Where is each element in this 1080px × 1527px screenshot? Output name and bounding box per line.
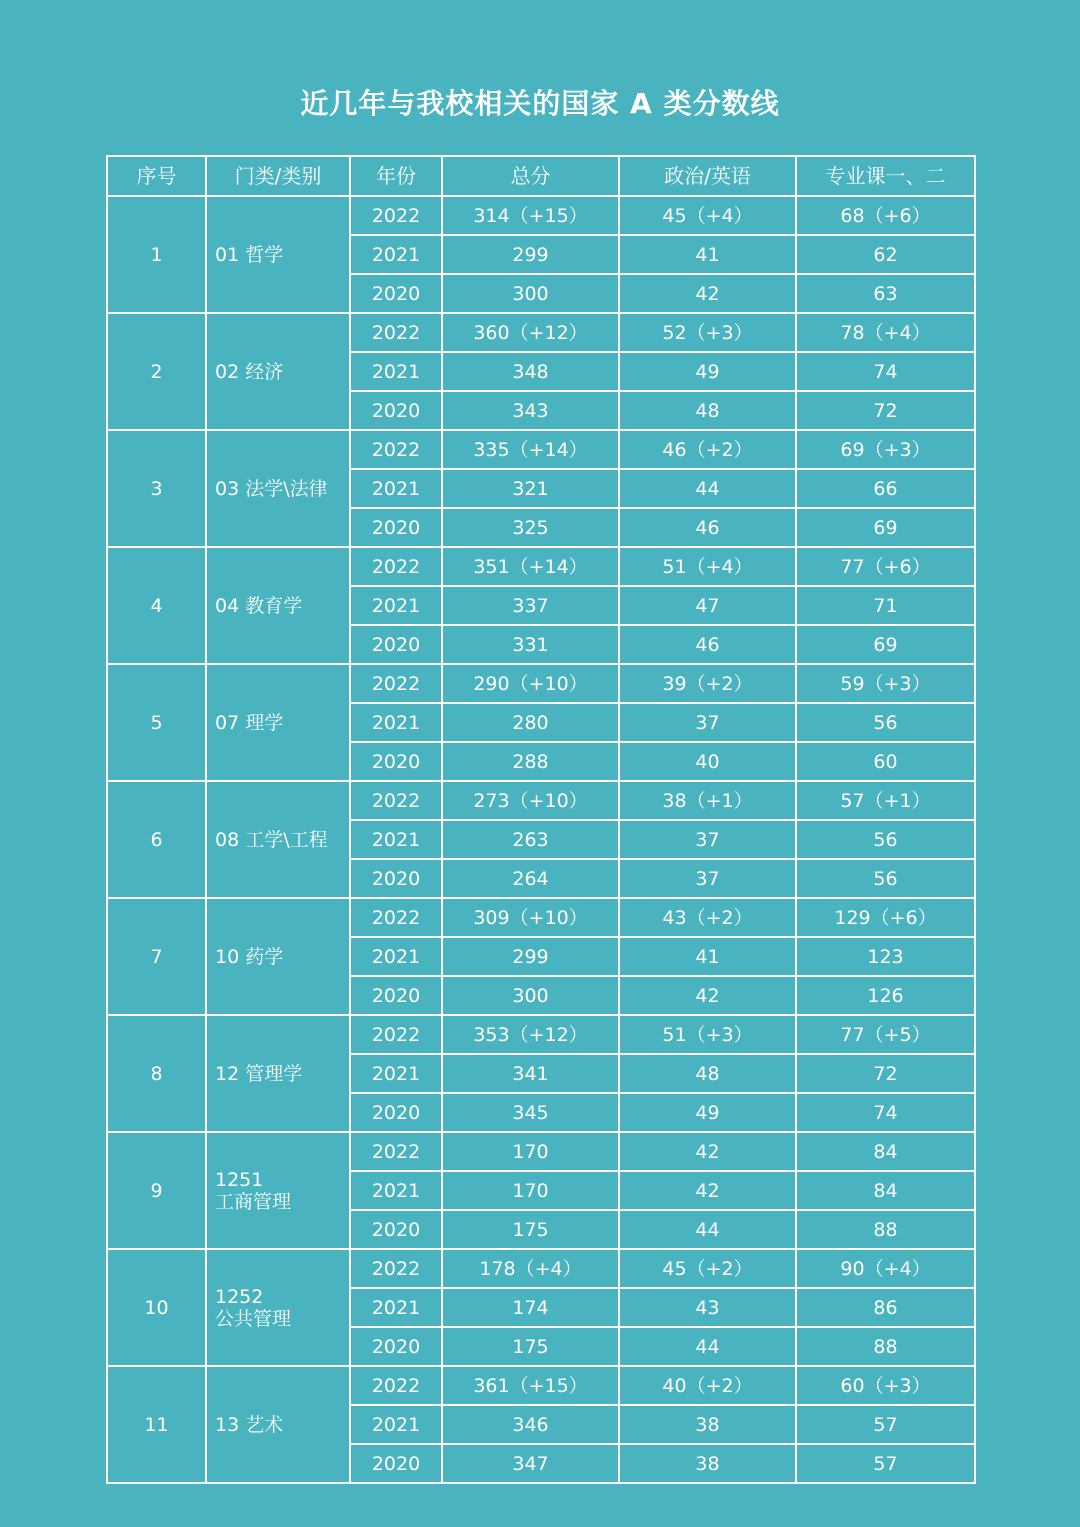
- major-courses-cell: 88: [796, 1327, 975, 1366]
- total-score-cell: 346: [442, 1405, 619, 1444]
- index-cell: 5: [107, 664, 206, 781]
- total-score-cell: 337: [442, 586, 619, 625]
- politics-english-cell: 46: [619, 625, 796, 664]
- total-score-cell: 351（+14）: [442, 547, 619, 586]
- total-score-cell: 361（+15）: [442, 1366, 619, 1405]
- total-score-cell: 348: [442, 352, 619, 391]
- year-cell: 2020: [350, 274, 442, 313]
- total-score-cell: 175: [442, 1210, 619, 1249]
- category-cell: [206, 781, 350, 898]
- total-score-cell: 300: [442, 274, 619, 313]
- major-courses-cell: 66: [796, 469, 975, 508]
- politics-english-cell: 52（+3）: [619, 313, 796, 352]
- header-politics-english: 政治/英语: [619, 156, 796, 196]
- year-cell: 2020: [350, 1327, 442, 1366]
- year-cell: 2022: [350, 430, 442, 469]
- total-score-cell: 178（+4）: [442, 1249, 619, 1288]
- total-score-cell: 347: [442, 1444, 619, 1483]
- category-label: 12 管理学: [215, 1062, 303, 1085]
- table-row: [107, 664, 975, 703]
- year-cell: 2022: [350, 1249, 442, 1288]
- table-body: [107, 196, 975, 1483]
- total-score-cell: 345: [442, 1093, 619, 1132]
- total-score-cell: 264: [442, 859, 619, 898]
- category-label: 1252: [215, 1285, 264, 1308]
- major-courses-cell: 129（+6）: [796, 898, 975, 937]
- year-cell: 2022: [350, 1132, 442, 1171]
- category-cell: [206, 664, 350, 781]
- total-score-cell: 341: [442, 1054, 619, 1093]
- total-score-cell: 331: [442, 625, 619, 664]
- year-cell: 2020: [350, 625, 442, 664]
- major-courses-cell: 71: [796, 586, 975, 625]
- category-cell: [206, 1249, 350, 1366]
- table-header: [107, 156, 975, 196]
- politics-english-cell: 38: [619, 1444, 796, 1483]
- category-label: 公共管理: [215, 1307, 292, 1330]
- year-cell: 2021: [350, 586, 442, 625]
- year-cell: 2020: [350, 1093, 442, 1132]
- major-courses-cell: 60（+3）: [796, 1366, 975, 1405]
- total-score-cell: 343: [442, 391, 619, 430]
- header-year: 年份: [350, 156, 442, 196]
- politics-english-cell: 51（+4）: [619, 547, 796, 586]
- politics-english-cell: 42: [619, 1132, 796, 1171]
- total-score-cell: 170: [442, 1132, 619, 1171]
- index-cell: 8: [107, 1015, 206, 1132]
- politics-english-cell: 51（+3）: [619, 1015, 796, 1054]
- year-cell: 2021: [350, 820, 442, 859]
- politics-english-cell: 45（+4）: [619, 196, 796, 235]
- total-score-cell: 321: [442, 469, 619, 508]
- score-table: [106, 155, 976, 1484]
- category-label: 03 法学\法律: [215, 477, 328, 500]
- total-score-cell: 299: [442, 937, 619, 976]
- major-courses-cell: 72: [796, 391, 975, 430]
- politics-english-cell: 37: [619, 703, 796, 742]
- header-major-courses: 专业课一、二: [796, 156, 975, 196]
- category-cell: [206, 430, 350, 547]
- table-row: [107, 313, 975, 352]
- politics-english-cell: 38（+1）: [619, 781, 796, 820]
- major-courses-cell: 77（+6）: [796, 547, 975, 586]
- year-cell: 2022: [350, 664, 442, 703]
- table-row: [107, 898, 975, 937]
- category-label: 13 艺术: [215, 1413, 284, 1436]
- major-courses-cell: 74: [796, 1093, 975, 1132]
- politics-english-cell: 43: [619, 1288, 796, 1327]
- politics-english-cell: 41: [619, 235, 796, 274]
- category-label: 02 经济: [215, 360, 284, 383]
- major-courses-cell: 88: [796, 1210, 975, 1249]
- major-courses-cell: 68（+6）: [796, 196, 975, 235]
- page-title: 近几年与我校相关的国家 A 类分数线: [300, 87, 780, 120]
- year-cell: 2021: [350, 1405, 442, 1444]
- total-score-cell: 300: [442, 976, 619, 1015]
- category-cell: [206, 313, 350, 430]
- politics-english-cell: 48: [619, 391, 796, 430]
- index-cell: 6: [107, 781, 206, 898]
- total-score-cell: 325: [442, 508, 619, 547]
- year-cell: 2021: [350, 937, 442, 976]
- major-courses-cell: 56: [796, 703, 975, 742]
- major-courses-cell: 84: [796, 1171, 975, 1210]
- total-score-cell: 263: [442, 820, 619, 859]
- category-label: 10 药学: [215, 945, 284, 968]
- politics-english-cell: 40（+2）: [619, 1366, 796, 1405]
- major-courses-cell: 69: [796, 508, 975, 547]
- major-courses-cell: 123: [796, 937, 975, 976]
- total-score-cell: 335（+14）: [442, 430, 619, 469]
- category-label: 01 哲学: [215, 243, 284, 266]
- year-cell: 2021: [350, 1288, 442, 1327]
- year-cell: 2020: [350, 391, 442, 430]
- index-cell: 10: [107, 1249, 206, 1366]
- major-courses-cell: 57: [796, 1405, 975, 1444]
- total-score-cell: 353（+12）: [442, 1015, 619, 1054]
- total-score-cell: 309（+10）: [442, 898, 619, 937]
- year-cell: 2022: [350, 781, 442, 820]
- major-courses-cell: 78（+4）: [796, 313, 975, 352]
- politics-english-cell: 44: [619, 1210, 796, 1249]
- year-cell: 2022: [350, 196, 442, 235]
- major-courses-cell: 86: [796, 1288, 975, 1327]
- category-label: 1251: [215, 1168, 264, 1191]
- politics-english-cell: 43（+2）: [619, 898, 796, 937]
- category-label: 工商管理: [215, 1190, 292, 1213]
- category-cell: [206, 1366, 350, 1483]
- year-cell: 2022: [350, 1015, 442, 1054]
- politics-english-cell: 42: [619, 274, 796, 313]
- politics-english-cell: 38: [619, 1405, 796, 1444]
- total-score-cell: 273（+10）: [442, 781, 619, 820]
- major-courses-cell: 90（+4）: [796, 1249, 975, 1288]
- year-cell: 2022: [350, 547, 442, 586]
- major-courses-cell: 72: [796, 1054, 975, 1093]
- table-row: [107, 430, 975, 469]
- major-courses-cell: 56: [796, 859, 975, 898]
- politics-english-cell: 37: [619, 859, 796, 898]
- year-cell: 2022: [350, 313, 442, 352]
- major-courses-cell: 69: [796, 625, 975, 664]
- index-cell: 7: [107, 898, 206, 1015]
- category-cell: [206, 1132, 350, 1249]
- year-cell: 2020: [350, 859, 442, 898]
- index-cell: 11: [107, 1366, 206, 1483]
- table-row: [107, 547, 975, 586]
- politics-english-cell: 42: [619, 976, 796, 1015]
- category-cell: [206, 898, 350, 1015]
- year-cell: 2021: [350, 1054, 442, 1093]
- year-cell: 2021: [350, 703, 442, 742]
- table-row: [107, 1015, 975, 1054]
- major-courses-cell: 63: [796, 274, 975, 313]
- total-score-cell: 314（+15）: [442, 196, 619, 235]
- politics-english-cell: 45（+2）: [619, 1249, 796, 1288]
- category-label: 07 理学: [215, 711, 284, 734]
- politics-english-cell: 49: [619, 1093, 796, 1132]
- index-cell: 4: [107, 547, 206, 664]
- total-score-cell: 360（+12）: [442, 313, 619, 352]
- year-cell: 2021: [350, 352, 442, 391]
- header-row: [107, 156, 975, 196]
- total-score-cell: 280: [442, 703, 619, 742]
- major-courses-cell: 59（+3）: [796, 664, 975, 703]
- politics-english-cell: 44: [619, 1327, 796, 1366]
- table-row: [107, 781, 975, 820]
- major-courses-cell: 62: [796, 235, 975, 274]
- major-courses-cell: 60: [796, 742, 975, 781]
- index-cell: 9: [107, 1132, 206, 1249]
- total-score-cell: 170: [442, 1171, 619, 1210]
- year-cell: 2021: [350, 469, 442, 508]
- table-row: [107, 196, 975, 235]
- politics-english-cell: 37: [619, 820, 796, 859]
- year-cell: 2020: [350, 976, 442, 1015]
- politics-english-cell: 42: [619, 1171, 796, 1210]
- total-score-cell: 174: [442, 1288, 619, 1327]
- header-index: 序号: [107, 156, 206, 196]
- index-cell: 1: [107, 196, 206, 313]
- category-cell: [206, 547, 350, 664]
- year-cell: 2020: [350, 1444, 442, 1483]
- year-cell: 2020: [350, 508, 442, 547]
- politics-english-cell: 48: [619, 1054, 796, 1093]
- major-courses-cell: 57（+1）: [796, 781, 975, 820]
- year-cell: 2021: [350, 1171, 442, 1210]
- total-score-cell: 299: [442, 235, 619, 274]
- major-courses-cell: 74: [796, 352, 975, 391]
- table-row: [107, 1249, 975, 1288]
- year-cell: 2022: [350, 898, 442, 937]
- total-score-cell: 175: [442, 1327, 619, 1366]
- index-cell: 3: [107, 430, 206, 547]
- category-cell: [206, 196, 350, 313]
- politics-english-cell: 40: [619, 742, 796, 781]
- politics-english-cell: 44: [619, 469, 796, 508]
- header-total: 总分: [442, 156, 619, 196]
- year-cell: 2020: [350, 1210, 442, 1249]
- politics-english-cell: 47: [619, 586, 796, 625]
- category-label: 08 工学\工程: [215, 828, 328, 851]
- major-courses-cell: 56: [796, 820, 975, 859]
- politics-english-cell: 41: [619, 937, 796, 976]
- major-courses-cell: 84: [796, 1132, 975, 1171]
- header-category: 门类/类别: [206, 156, 350, 196]
- major-courses-cell: 69（+3）: [796, 430, 975, 469]
- year-cell: 2020: [350, 742, 442, 781]
- politics-english-cell: 49: [619, 352, 796, 391]
- year-cell: 2021: [350, 235, 442, 274]
- major-courses-cell: 57: [796, 1444, 975, 1483]
- politics-english-cell: 39（+2）: [619, 664, 796, 703]
- category-cell: [206, 1015, 350, 1132]
- total-score-cell: 290（+10）: [442, 664, 619, 703]
- year-cell: 2022: [350, 1366, 442, 1405]
- table-row: [107, 1132, 975, 1171]
- politics-english-cell: 46: [619, 508, 796, 547]
- politics-english-cell: 46（+2）: [619, 430, 796, 469]
- total-score-cell: 288: [442, 742, 619, 781]
- category-label: 04 教育学: [215, 594, 303, 617]
- table-row: [107, 1366, 975, 1405]
- major-courses-cell: 126: [796, 976, 975, 1015]
- major-courses-cell: 77（+5）: [796, 1015, 975, 1054]
- index-cell: 2: [107, 313, 206, 430]
